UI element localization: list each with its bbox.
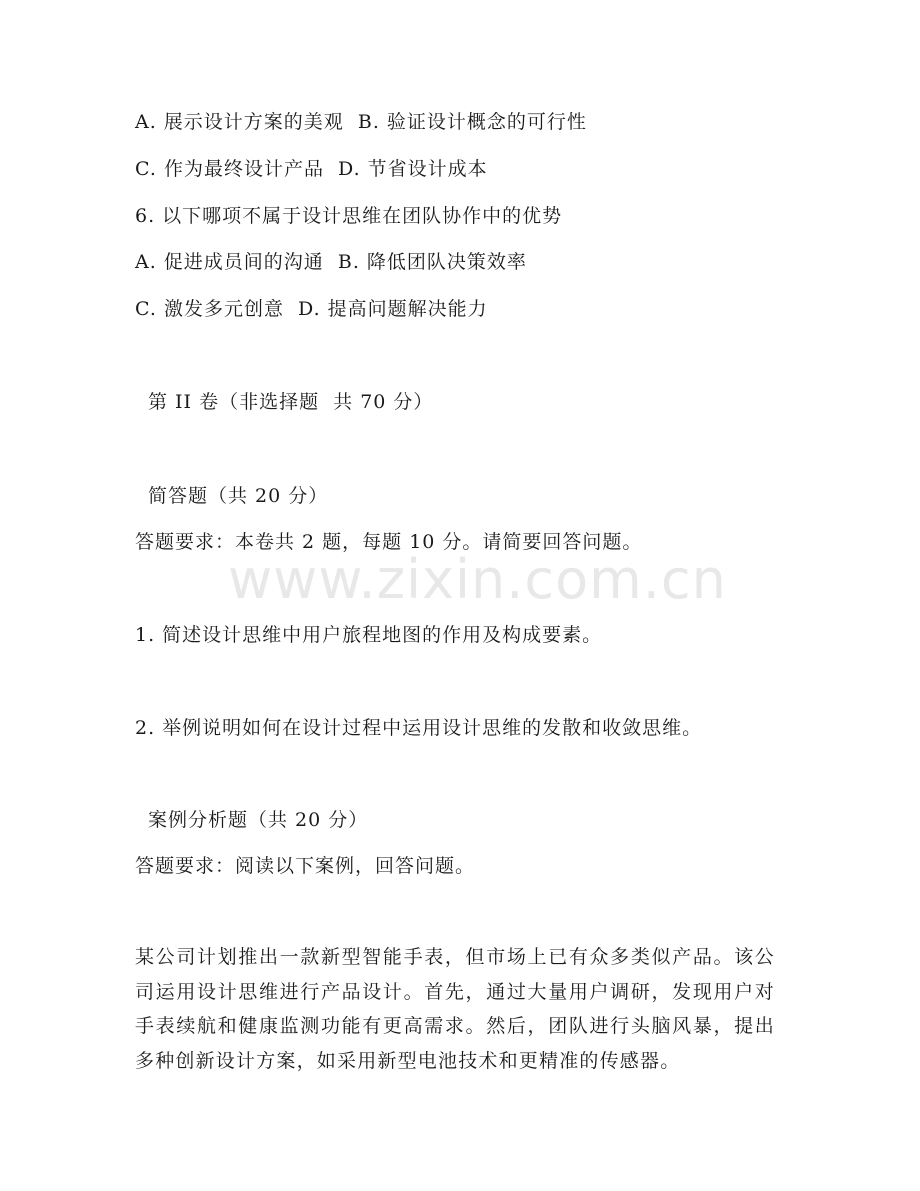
part2-title: 第 II 卷（非选择题 共 70 分） (148, 391, 434, 413)
case-analysis-title: 案例分析题（共 20 分） (148, 809, 369, 831)
short-question-1: 1. 简述设计思维中用户旅程地图的作用及构成要素。 (135, 624, 603, 646)
q6-options-a-b: A. 促进成员间的沟通 B. 降低团队决策效率 (135, 251, 527, 273)
q6-options-c-d: C. 激发多元创意 D. 提高问题解决能力 (135, 298, 488, 320)
short-answer-requirement: 答题要求：本卷共 2 题，每题 10 分。请简要回答问题。 (135, 531, 643, 553)
watermark: www.zixin.com.cn (228, 548, 727, 611)
case-analysis-requirement: 答题要求：阅读以下案例，回答问题。 (135, 855, 476, 877)
q5-options-c-d: C. 作为最终设计产品 D. 节省设计成本 (135, 158, 488, 180)
short-question-2: 2. 举例说明如何在设计过程中运用设计思维的发散和收敛思维。 (135, 717, 703, 739)
short-answer-title: 简答题（共 20 分） (148, 485, 329, 507)
q5-options-a-b: A. 展示设计方案的美观 B. 验证设计概念的可行性 (135, 111, 587, 133)
case-paragraph: 某公司计划推出一款新型智能手表，但市场上已有众多类似产品。该公司运用设计思维进行产品设计。首先，通过大量用户调研，发现用户对手表续航和健康监测功能有更高需求。然后，团队进行头脑风暴，提出多种创新设计方案，如采用新型电池技术和更精准的传感器。 (135, 946, 775, 1073)
q6-question: 6. 以下哪项不属于设计思维在团队协作中的优势 (135, 205, 563, 227)
